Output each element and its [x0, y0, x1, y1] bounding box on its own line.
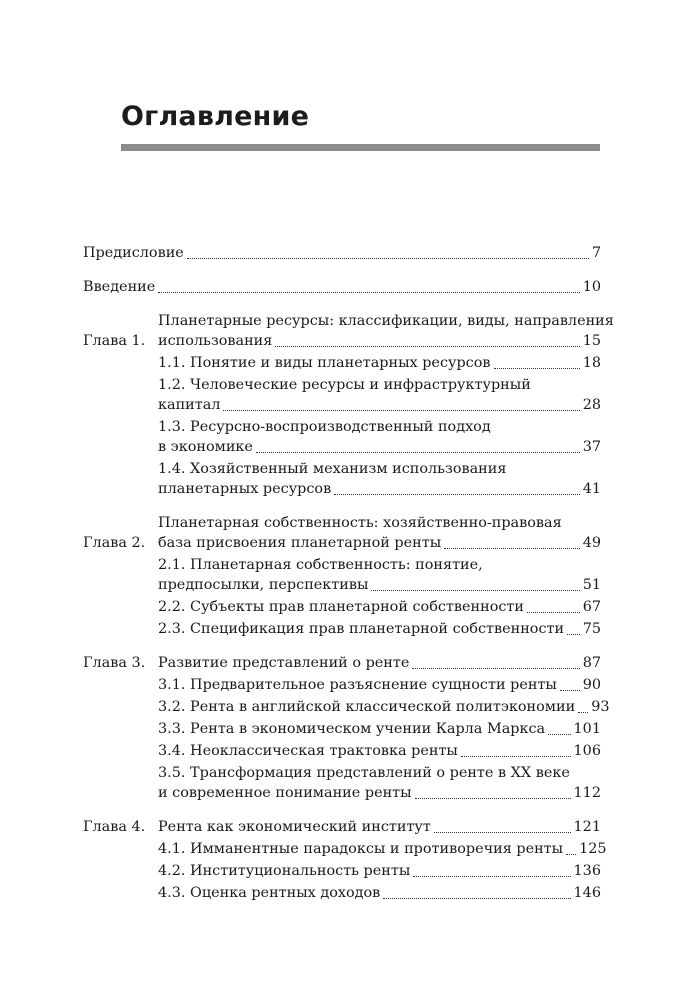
- toc-entry[interactable]: [83, 839, 607, 859]
- toc-entry-title: 4.2. Институциональность ренты: [158, 863, 411, 879]
- toc-entry-title-line: капитал: [158, 397, 221, 413]
- toc-entry-title: Рента как экономический институт: [158, 819, 431, 835]
- page-title: Оглавление: [121, 101, 310, 132]
- toc-entry-title-line: предпосылки, перспективы: [158, 577, 369, 593]
- toc-group-chapter-2: [83, 513, 601, 639]
- toc-entry[interactable]: [83, 277, 601, 297]
- toc-entry-title: 3.3. Рента в экономическом учении Карла Маркса: [158, 721, 546, 737]
- page-number: 15: [582, 333, 601, 349]
- leader-dots: [275, 346, 579, 347]
- chapter-label: Глава 2.: [83, 535, 146, 551]
- page-number: 37: [582, 439, 601, 455]
- toc-entry-title: 4.3. Оценка рентных доходов: [158, 885, 381, 901]
- chapter-label: Глава 4.: [83, 819, 146, 835]
- leader-dots: [334, 494, 579, 495]
- page-number: 10: [582, 279, 601, 295]
- page-number: 101: [573, 721, 601, 737]
- page-number: 121: [573, 819, 601, 835]
- chapter-label: Глава 3.: [83, 655, 146, 671]
- leader-dots: [444, 548, 580, 549]
- toc-entry[interactable]: [83, 697, 610, 717]
- toc-entry[interactable]: [83, 861, 601, 881]
- leader-dots: [578, 712, 588, 713]
- toc-group-chapter-3: [83, 653, 610, 803]
- leader-dots: [548, 734, 570, 735]
- title-rule: [121, 144, 600, 151]
- toc-entry-title-line: Планетарная собственность: хозяйственно-правовая: [158, 515, 562, 531]
- toc-entry[interactable]: [83, 817, 601, 837]
- leader-dots: [223, 410, 579, 411]
- leader-dots: [434, 832, 571, 833]
- leader-dots: [560, 690, 580, 691]
- toc-entry[interactable]: [83, 353, 601, 373]
- leader-dots: [413, 876, 570, 877]
- toc-entry-title-line: 1.2. Человеческие ресурсы и инфраструктурный: [158, 377, 531, 393]
- toc-entry-title-line: база присвоения планетарной ренты: [158, 535, 442, 551]
- page-number: 87: [582, 655, 601, 671]
- leader-dots: [412, 668, 579, 669]
- leader-dots: [527, 612, 580, 613]
- toc-entry-title-line: 1.3. Ресурсно-воспроизводственный подход: [158, 419, 491, 435]
- page-number: 112: [573, 785, 601, 801]
- leader-dots: [567, 634, 580, 635]
- page-number: 93: [591, 699, 610, 715]
- page-number: 41: [582, 481, 601, 497]
- toc-entry-title: 2.3. Спецификация прав планетарной собственности: [158, 621, 565, 637]
- toc-group-chapter-1: [83, 311, 614, 499]
- toc-entry-title-line: 3.5. Трансформация представлений о ренте в XX веке: [158, 765, 570, 781]
- leader-dots: [158, 292, 579, 293]
- toc-entry-title-line: 2.1. Планетарная собственность: понятие,: [158, 557, 483, 573]
- toc-group-foreword: [83, 243, 601, 263]
- toc-entry-title-line: планетарных ресурсов: [158, 481, 332, 497]
- toc-entry-title: Предисловие: [83, 245, 184, 261]
- page-number: 18: [582, 355, 601, 371]
- leader-dots: [415, 798, 571, 799]
- page-number: 125: [579, 841, 607, 857]
- page-number: 51: [582, 577, 601, 593]
- page-number: 146: [573, 885, 601, 901]
- page-number: 106: [573, 743, 601, 759]
- page-number: 7: [591, 245, 601, 261]
- page-number: 28: [582, 397, 601, 413]
- chapter-label: Глава 1.: [83, 333, 146, 349]
- toc-entry[interactable]: [83, 459, 601, 499]
- toc-entry-title: 3.1. Предварительное разъяснение сущности ренты: [158, 677, 557, 693]
- page-number: 90: [582, 677, 601, 693]
- leader-dots: [494, 368, 580, 369]
- leader-dots: [187, 258, 589, 259]
- toc-entry-title-line: 1.4. Хозяйственный механизм использования: [158, 461, 507, 477]
- table-of-contents: [83, 243, 614, 917]
- toc-entry-title-line: и современное понимание ренты: [158, 785, 412, 801]
- toc-entry-title: 3.4. Неоклассическая трактовка ренты: [158, 743, 458, 759]
- toc-entry-title: 4.1. Имманентные парадоксы и противоречия ренты: [158, 841, 564, 857]
- leader-dots: [256, 452, 580, 453]
- toc-entry-title-line: Планетарные ресурсы: классификации, виды, направления: [158, 313, 614, 329]
- toc-entry[interactable]: [83, 243, 601, 263]
- toc-entry[interactable]: [83, 883, 601, 903]
- page-number: 49: [582, 535, 601, 551]
- toc-entry[interactable]: [83, 653, 601, 673]
- page-number: 75: [582, 621, 601, 637]
- page-number: 136: [573, 863, 601, 879]
- leader-dots: [371, 590, 579, 591]
- toc-entry[interactable]: [83, 311, 614, 351]
- toc-entry-title: 2.2. Субъекты прав планетарной собственности: [158, 599, 524, 615]
- toc-group-introduction: [83, 277, 601, 297]
- toc-entry-title: 3.2. Рента в английской классической политэкономии: [158, 699, 576, 715]
- toc-entry[interactable]: [83, 513, 601, 553]
- toc-entry[interactable]: [83, 597, 601, 617]
- toc-entry[interactable]: [83, 619, 601, 639]
- toc-entry-title: Развитие представлений о ренте: [158, 655, 410, 671]
- toc-entry-title: Введение: [83, 279, 156, 295]
- toc-entry[interactable]: [83, 417, 601, 457]
- toc-entry[interactable]: [83, 375, 601, 415]
- toc-entry[interactable]: [83, 719, 601, 739]
- toc-entry[interactable]: [83, 741, 601, 761]
- toc-entry-title-line: в экономике: [158, 439, 253, 455]
- toc-group-chapter-4: [83, 817, 607, 903]
- toc-entry[interactable]: [83, 763, 601, 803]
- page-number: 67: [582, 599, 601, 615]
- toc-entry-title-line: использования: [158, 333, 273, 349]
- toc-entry-title: 1.1. Понятие и виды планетарных ресурсов: [158, 355, 491, 371]
- toc-entry[interactable]: [83, 555, 601, 595]
- leader-dots: [461, 756, 571, 757]
- leader-dots: [383, 898, 570, 899]
- leader-dots: [566, 854, 576, 855]
- toc-entry[interactable]: [83, 675, 601, 695]
